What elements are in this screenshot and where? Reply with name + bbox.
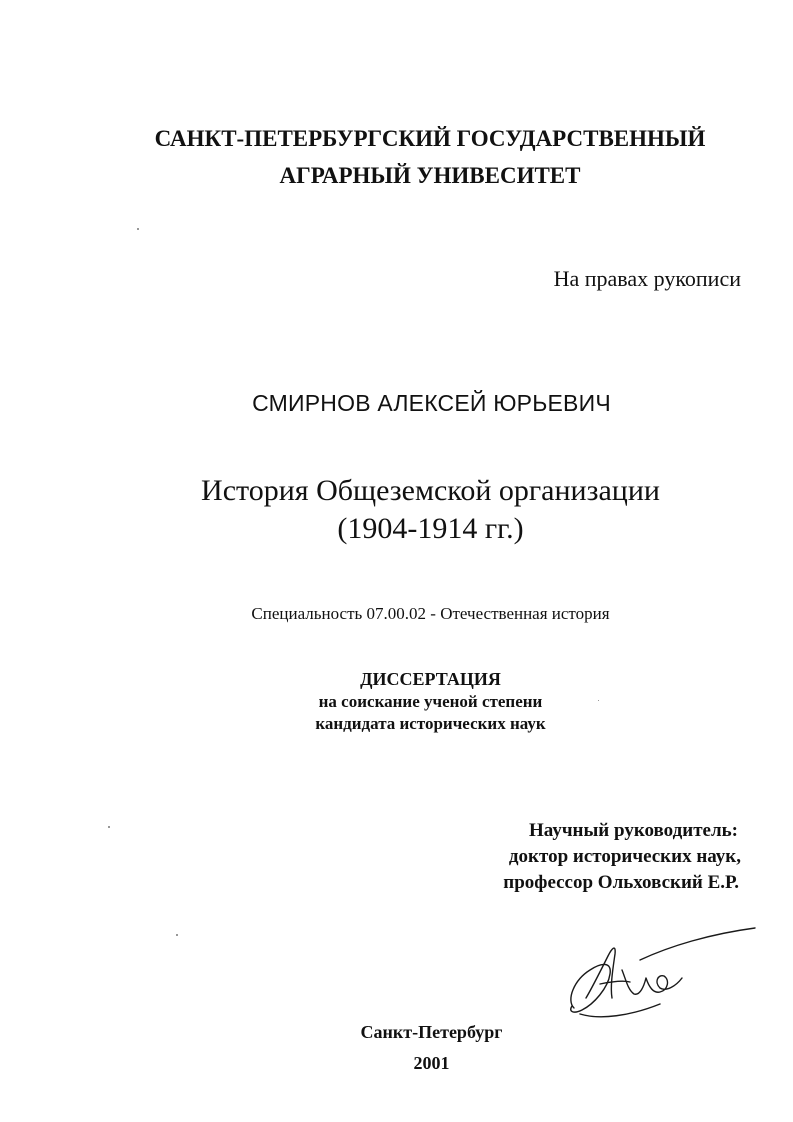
institution-line-2: АГРАРНЫЙ УНИВЕСИТЕТ — [279, 163, 581, 188]
dissertation-heading: ДИССЕРТАЦИЯ — [360, 669, 501, 689]
scan-speck — [108, 826, 110, 828]
scan-speck — [598, 700, 599, 701]
supervisor-degree: доктор исторических наук, — [508, 846, 741, 867]
place-of-publication: Санкт-Петербург — [360, 1022, 503, 1042]
specialty: Специальность 07.00.02 - Отечественная история — [251, 604, 610, 623]
handwritten-signature — [560, 920, 770, 1030]
scan-speck — [137, 228, 139, 230]
author-name: СМИРНОВ АЛЕКСЕЙ ЮРЬЕВИЧ — [252, 390, 611, 416]
supervisor-name: профессор Ольховский Е.Р. — [503, 872, 739, 893]
degree-line-2: кандидата исторических наук — [315, 714, 546, 733]
degree-line-1: на соискание ученой степени — [318, 692, 543, 711]
publication-year: 2001 — [413, 1053, 450, 1073]
supervisor-label: Научный руководитель: — [529, 820, 738, 841]
manuscript-note: На правах рукописи — [553, 266, 741, 291]
institution-line-1: САНКТ-ПЕТЕРБУРГСКИЙ ГОСУДАРСТВЕННЫЙ — [154, 126, 706, 151]
scan-speck — [176, 934, 178, 936]
dissertation-title-line-1: История Общеземской организации — [201, 474, 660, 507]
dissertation-title-line-2: (1904-1914 гг.) — [337, 512, 524, 545]
